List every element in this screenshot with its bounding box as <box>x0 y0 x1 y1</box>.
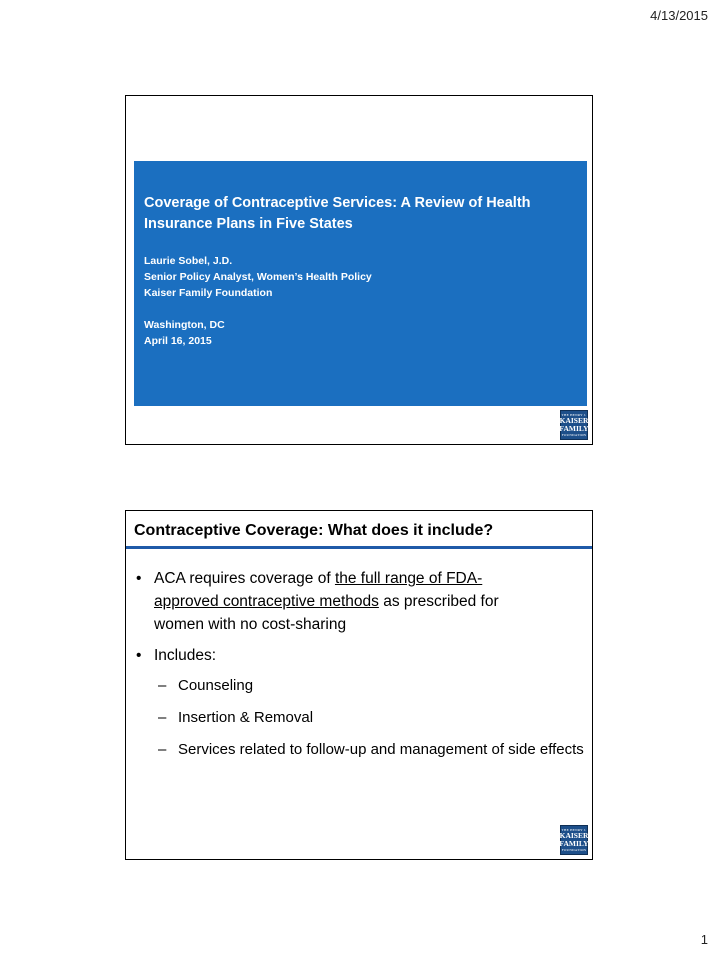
logo-line-1: THE HENRY J. <box>561 828 587 832</box>
logo-line-4: FOUNDATION <box>561 848 587 852</box>
dash-icon: – <box>158 709 167 726</box>
bullet-item <box>134 567 584 636</box>
bullet-icon: • <box>136 570 142 587</box>
logo-line-3: FAMILY <box>559 424 589 433</box>
bullet-underline-b: approved contraceptive methods <box>154 593 379 610</box>
bullet-text-prefix: ACA requires coverage of <box>154 570 335 587</box>
bullet-item <box>134 644 584 667</box>
logo-line-2: KAISER <box>559 831 589 840</box>
sub-item <box>134 739 584 761</box>
title-line-2: Insurance Plans in Five States <box>144 216 353 232</box>
slide-2 <box>125 510 593 860</box>
bullet-icon: • <box>136 647 142 664</box>
dash-icon: – <box>158 741 167 758</box>
bullet-underline-a: the full range of FDA- <box>334 570 483 587</box>
author-info <box>144 253 577 301</box>
slide-title: Contraceptive Coverage: What does it include? <box>126 511 592 549</box>
slide-body <box>134 567 584 771</box>
author-name: Laurie Sobel, J.D. <box>144 255 233 267</box>
sub-item <box>134 707 584 729</box>
title-block <box>134 161 587 406</box>
sub-item-text: Insertion & Removal <box>178 709 314 726</box>
bullet-text-suffix-a: as prescribed for <box>378 593 499 610</box>
logo-line-4: FOUNDATION <box>561 433 587 437</box>
presentation-title <box>144 193 577 235</box>
bullet-text: Includes: <box>154 647 217 664</box>
author-org: Kaiser Family Foundation <box>144 287 273 299</box>
sub-item-text: Counseling <box>178 677 254 694</box>
page-date: 4/13/2015 <box>650 8 708 23</box>
kff-logo <box>560 825 588 855</box>
page-number: 1 <box>700 932 708 947</box>
slide-1 <box>125 95 593 445</box>
event-date: April 16, 2015 <box>144 335 212 347</box>
event-info <box>144 317 577 349</box>
logo-line-3: FAMILY <box>559 839 589 848</box>
logo-line-2: KAISER <box>559 416 589 425</box>
dash-icon: – <box>158 677 167 694</box>
title-line-1: Coverage of Contraceptive Services: A Review of Health <box>144 195 531 211</box>
logo-line-1: THE HENRY J. <box>561 413 587 417</box>
sub-item-text: Services related to follow-up and management of side effects <box>178 741 584 758</box>
kff-logo <box>560 410 588 440</box>
bullet-text-suffix-b: women with no cost-sharing <box>154 616 347 633</box>
sub-item <box>134 675 584 697</box>
event-location: Washington, DC <box>144 319 225 331</box>
author-role: Senior Policy Analyst, Women’s Health Policy <box>144 271 372 283</box>
